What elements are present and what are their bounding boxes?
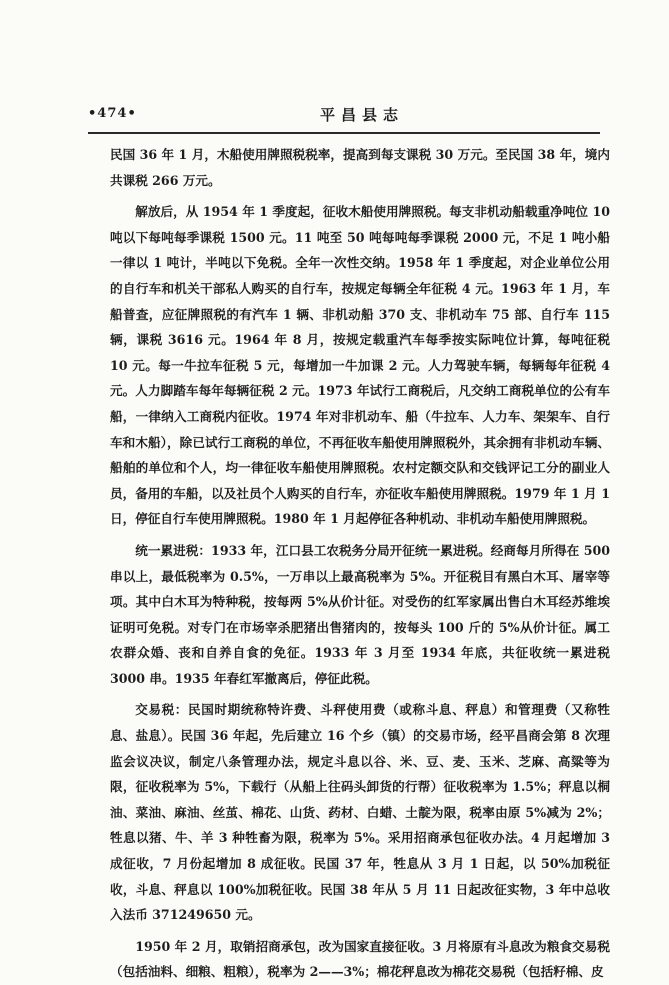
paragraph-1950-reform: 1950 年 2 月，取销招商承包，改为国家直接征收。3 月将原有斗息改为粮食交易税（包括油料、细粮、粗粮），税率为 2——3%；棉花秤息改为棉花交易税（包括籽棉、皮	[110, 938, 610, 980]
header-rule	[88, 132, 600, 134]
page-header	[88, 104, 600, 128]
paragraph-license-tax-post-liberation: 解放后，从 1954 年 1 季度起，征收木船使用牌照税。每支非机动船载重净吨位 10 吨以下每吨每季课税 1500 元。11 吨至 50 吨每吨每季课税 2000 元，不足 1 吨小船一律以 1 吨计，半吨以下免税。全年一次性交纳。1958 年 1 季度起，对企业单位公用的自行车和机关干部私人购买的自行车，按规定每辆全年征税 4 元。1963 年 1 月，车船普查，应征牌照税的有汽车 1 辆、非机动船 370 支、非机动车 75 部、自行车 115 辆，课税 3616 元。1964 年 8 月，按规定载重汽车每季按实际吨位计算，每吨征税 10 元。每一牛拉车征税 5 元，每增加一牛加课 2 元。人力驾驶车辆，每辆每年征税 4 元。人力脚踏车每年每辆征税 2 元。1973 年试行工商税后，凡交纳工商税单位的公有车船，一律纳入工商税内征收。1974 年对非机动车、船（牛拉车、人力车、架架车、自行车和木船），除已试行工商税的单位，不再征收车船使用牌照税外，其余拥有非机动车辆、船舶的单位和个人，均一律征收车船使用牌照税。农村定额交队和交钱评记工分的副业人员，备用的车船，以及社员个人购买的自行车，亦征收车船使用牌照税。1979 年 1 月 1 日，停征自行车使用牌照税。1980 年 1 月起停征各种机动、非机动车船使用牌照税。	[110, 204, 610, 527]
book-title: 平昌县志	[320, 106, 405, 124]
page-body	[110, 142, 610, 985]
paragraph-license-tax-intro: 民国 36 年 1 月，木船使用牌照税税率，提高到每支课税 30 万元。至民国 38 年，境内共课税 266 万元。	[110, 147, 610, 188]
paragraph-unified-progressive-tax: 统一累进税：1933 年，江口县工农税务分局开征统一累进税。经商每月所得在 500 串以上，最低税率为 0.5%，一万串以上最高税率为 5%。开征税目有黑白木耳、屠宰等项。其中白木耳为特种税，按每两 5%从价计征。对受伤的红军家属出售白木耳经苏维埃证明可免税。对专门在市场宰杀肥猪出售猪肉的，按每头 100 斤的 5%从价计征。属工农群众婚、丧和自养自食的免征。1933 年 3 月至 1934 年底，共征收统一累进税 3000 串。1935 年春红军撤离后，停征此税。	[110, 542, 610, 686]
page-number: •474•	[88, 106, 137, 121]
paragraph-transaction-tax: 交易税：民国时期统称特许费、斗秤使用费（或称斗息、秤息）和管理费（又称牲息、盐息）。民国 36 年起，先后建立 16 个乡（镇）的交易市场，经平昌商会第 8 次理监会议决议，制定八条管理办法，规定斗息以谷、米、豆、麦、玉米、芝麻、高粱等为限，征收税率为 5%，下载行（从船上往码头卸货的行帮）征收税率为 1.5%；秤息以桐油、菜油、麻油、丝茧、棉花、山货、药材、白蜡、土靛为限，税率由原 5%减为 2%；牲息以猪、牛、羊 3 种牲畜为限，税率为 5%。采用招商承包征收办法。4 月起增加 3 成征收，7 月份起增加 8 成征收。民国 37 年，牲息从 3 月 1 日起，以 50%加税征收，斗息、秤息以 100%加税征收。民国 38 年从 5 月 11 日起改征实物，3 年中总收入法币 371249650 元。	[110, 702, 610, 923]
